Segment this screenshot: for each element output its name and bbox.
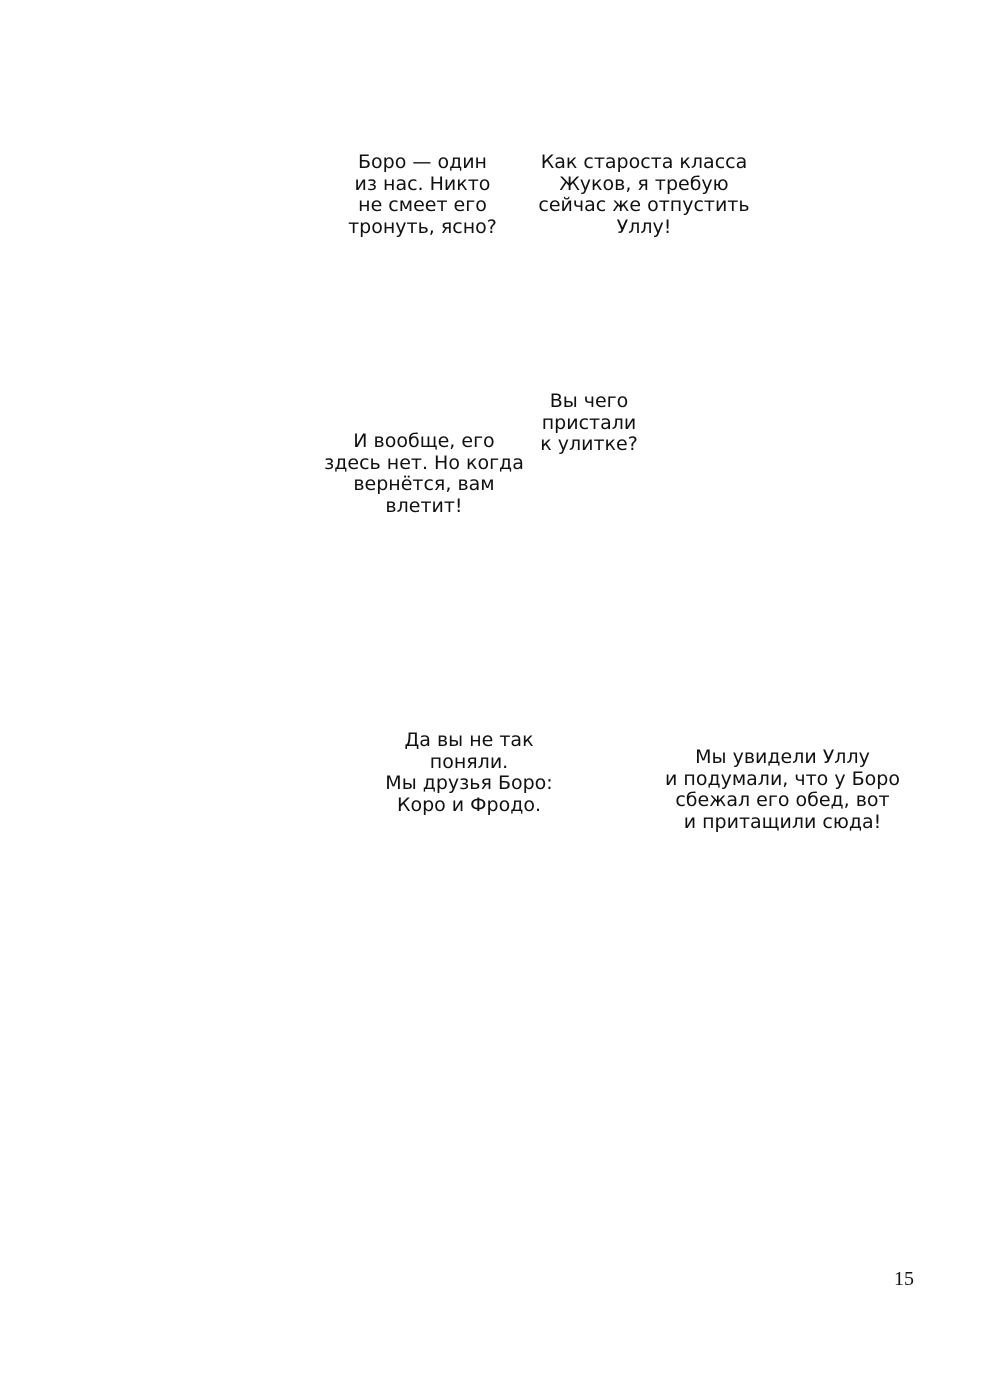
balloon-line: вернётся, вам [353,473,495,495]
balloon-line: тронуть, ясно? [348,215,497,238]
balloon-line: из нас. Никто [354,172,491,195]
balloon-line: здесь нет. Но когда [324,451,524,474]
speech-balloon-boro-one-of-us [340,152,505,238]
balloon-line: Мы увидели Уллу [695,746,870,768]
balloon-line: Как староста класса [540,151,748,173]
speech-balloon-not-here [314,431,534,517]
balloon-line: И вообще, его [353,430,495,452]
page-number: 15 [894,1268,914,1290]
balloon-line: сейчас же отпустить [538,194,750,216]
balloon-line: Уллу! [616,215,672,238]
balloon-line: к улитке? [540,433,638,455]
speech-balloon-why-snail [534,391,644,456]
balloon-line: сбежал его обед, вот [675,789,890,811]
balloon-line: Коро и Фродо. [396,793,542,816]
balloon-line: Вы чего [549,390,629,412]
speech-balloon-class-monitor [534,152,754,238]
balloon-line: не смеет его [358,194,487,216]
balloon-line: Да вы не так [404,729,534,751]
balloon-line: Жуков, я требую [559,172,729,195]
speech-balloon-saw-ulla [660,747,905,833]
balloon-line: пристали [541,411,637,434]
balloon-line: поняли. [429,750,509,773]
speech-balloon-misunderstood [384,730,554,816]
balloon-line: Боро — один [358,151,487,173]
balloon-line: Мы друзья Боро: [385,772,553,794]
balloon-line: влетит! [385,494,463,517]
balloon-line: и притащили сюда! [683,810,882,833]
balloon-line: и подумали, что у Боро [665,767,900,790]
